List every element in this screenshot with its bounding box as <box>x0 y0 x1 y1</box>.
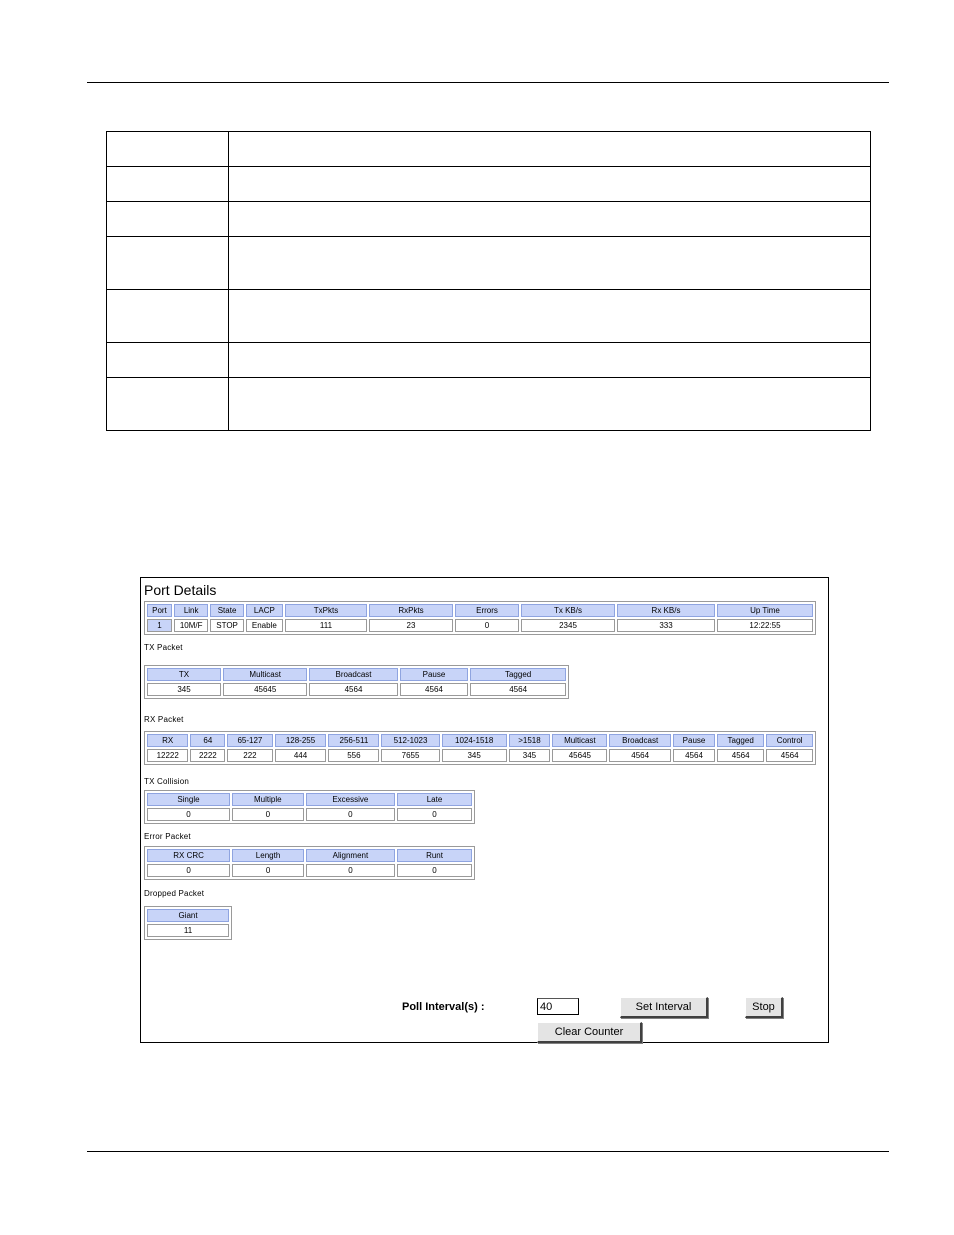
error-packet-table <box>144 846 475 880</box>
table-row <box>107 132 871 167</box>
col-multicast: Multicast <box>223 668 307 681</box>
rx-64-value: 2222 <box>190 749 225 762</box>
col-lacp: LACP <box>246 604 283 617</box>
poll-interval-label: Poll Interval(s) : <box>402 1001 485 1013</box>
col-errors: Errors <box>455 604 519 617</box>
rx-value: 12222 <box>147 749 188 762</box>
col-tagged: Tagged <box>717 734 764 747</box>
tx-kbs-value: 2345 <box>521 619 615 632</box>
tx-collision-table <box>144 790 475 824</box>
table-row <box>107 290 871 343</box>
table-header-row <box>147 909 229 922</box>
rx-broadcast-value: 4564 <box>609 749 671 762</box>
col-multicast: Multicast <box>552 734 607 747</box>
table-header-row <box>147 849 472 862</box>
rx-kbs-value: 333 <box>617 619 715 632</box>
col-port: Port <box>147 604 172 617</box>
rx-512-1023-value: 7655 <box>381 749 439 762</box>
txpkts-value: 111 <box>285 619 367 632</box>
col-giant: Giant <box>147 909 229 922</box>
col-512-1023: 512-1023 <box>381 734 439 747</box>
lacp-value: Enable <box>246 619 283 632</box>
port-details-panel <box>140 577 829 1043</box>
col-control: Control <box>766 734 813 747</box>
rx-256-511-value: 556 <box>328 749 379 762</box>
excessive-value: 0 <box>306 808 395 821</box>
rx-pause-value: 4564 <box>673 749 715 762</box>
stop-button[interactable]: Stop <box>745 997 783 1018</box>
table-row <box>147 864 472 877</box>
table-row <box>107 237 871 290</box>
rx-1024-1518-value: 345 <box>442 749 507 762</box>
tx-value: 345 <box>147 683 221 696</box>
table-header-row <box>147 668 566 681</box>
col-broadcast: Broadcast <box>309 668 397 681</box>
table-row <box>107 378 871 431</box>
col-single: Single <box>147 793 230 806</box>
table-row <box>107 202 871 237</box>
table-row <box>147 683 566 696</box>
alignment-value: 0 <box>306 864 395 877</box>
col-rx-kbs: Rx KB/s <box>617 604 715 617</box>
up-time-value: 12:22:55 <box>717 619 813 632</box>
multiple-value: 0 <box>232 808 304 821</box>
footer-rule <box>87 1151 889 1152</box>
rx-over-1518-value: 345 <box>509 749 551 762</box>
runt-value: 0 <box>397 864 472 877</box>
panel-title: Port Details <box>144 582 217 598</box>
link-value: 10M/F <box>174 619 209 632</box>
col-tagged: Tagged <box>470 668 566 681</box>
col-excessive: Excessive <box>306 793 395 806</box>
header-rule <box>87 82 889 83</box>
port-number[interactable]: 1 <box>147 619 172 632</box>
table-header-row <box>147 793 472 806</box>
col-tx: TX <box>147 668 221 681</box>
col-256-511: 256-511 <box>328 734 379 747</box>
col-pause: Pause <box>673 734 715 747</box>
errors-value: 0 <box>455 619 519 632</box>
col-rxpkts: RxPkts <box>369 604 453 617</box>
col-over-1518: >1518 <box>509 734 551 747</box>
tx-packet-table <box>144 665 569 699</box>
state-value: STOP <box>210 619 243 632</box>
table-header-row <box>147 604 813 617</box>
dropped-packet-label: Dropped Packet <box>144 889 205 898</box>
col-rx: RX <box>147 734 188 747</box>
rxpkts-value: 23 <box>369 619 453 632</box>
col-up-time: Up Time <box>717 604 813 617</box>
rx-packet-label: RX Packet <box>144 715 184 724</box>
col-1024-1518: 1024-1518 <box>442 734 507 747</box>
table-row <box>147 619 813 632</box>
tx-collision-label: TX Collision <box>144 777 190 786</box>
col-state: State <box>210 604 243 617</box>
table-row <box>147 749 813 762</box>
table-row <box>107 167 871 202</box>
rx-65-127-value: 222 <box>227 749 272 762</box>
port-summary-table <box>144 601 816 635</box>
col-128-255: 128-255 <box>275 734 327 747</box>
table-row <box>147 924 229 937</box>
clear-counter-button[interactable]: Clear Counter <box>537 1022 642 1043</box>
rx-control-value: 4564 <box>766 749 813 762</box>
col-rx-crc: RX CRC <box>147 849 230 862</box>
single-value: 0 <box>147 808 230 821</box>
col-length: Length <box>232 849 304 862</box>
rx-crc-value: 0 <box>147 864 230 877</box>
rx-128-255-value: 444 <box>275 749 327 762</box>
tx-packet-label: TX Packet <box>144 643 183 652</box>
col-txpkts: TxPkts <box>285 604 367 617</box>
col-link: Link <box>174 604 209 617</box>
col-multiple: Multiple <box>232 793 304 806</box>
giant-value: 11 <box>147 924 229 937</box>
broadcast-value: 4564 <box>309 683 397 696</box>
col-pause: Pause <box>400 668 469 681</box>
error-packet-label: Error Packet <box>144 832 191 841</box>
col-late: Late <box>397 793 472 806</box>
rx-tagged-value: 4564 <box>717 749 764 762</box>
col-tx-kbs: Tx KB/s <box>521 604 615 617</box>
length-value: 0 <box>232 864 304 877</box>
col-65-127: 65-127 <box>227 734 272 747</box>
field-description-table <box>106 131 871 431</box>
col-alignment: Alignment <box>306 849 395 862</box>
col-broadcast: Broadcast <box>609 734 671 747</box>
poll-interval-input[interactable] <box>537 998 579 1015</box>
col-runt: Runt <box>397 849 472 862</box>
dropped-packet-table <box>144 906 232 940</box>
table-row <box>107 343 871 378</box>
col-64: 64 <box>190 734 225 747</box>
multicast-value: 45645 <box>223 683 307 696</box>
tagged-value: 4564 <box>470 683 566 696</box>
table-row <box>147 808 472 821</box>
rx-packet-table <box>144 731 816 765</box>
pause-value: 4564 <box>400 683 469 696</box>
table-header-row <box>147 734 813 747</box>
set-interval-button[interactable]: Set Interval <box>620 997 708 1018</box>
late-value: 0 <box>397 808 472 821</box>
rx-multicast-value: 45645 <box>552 749 607 762</box>
